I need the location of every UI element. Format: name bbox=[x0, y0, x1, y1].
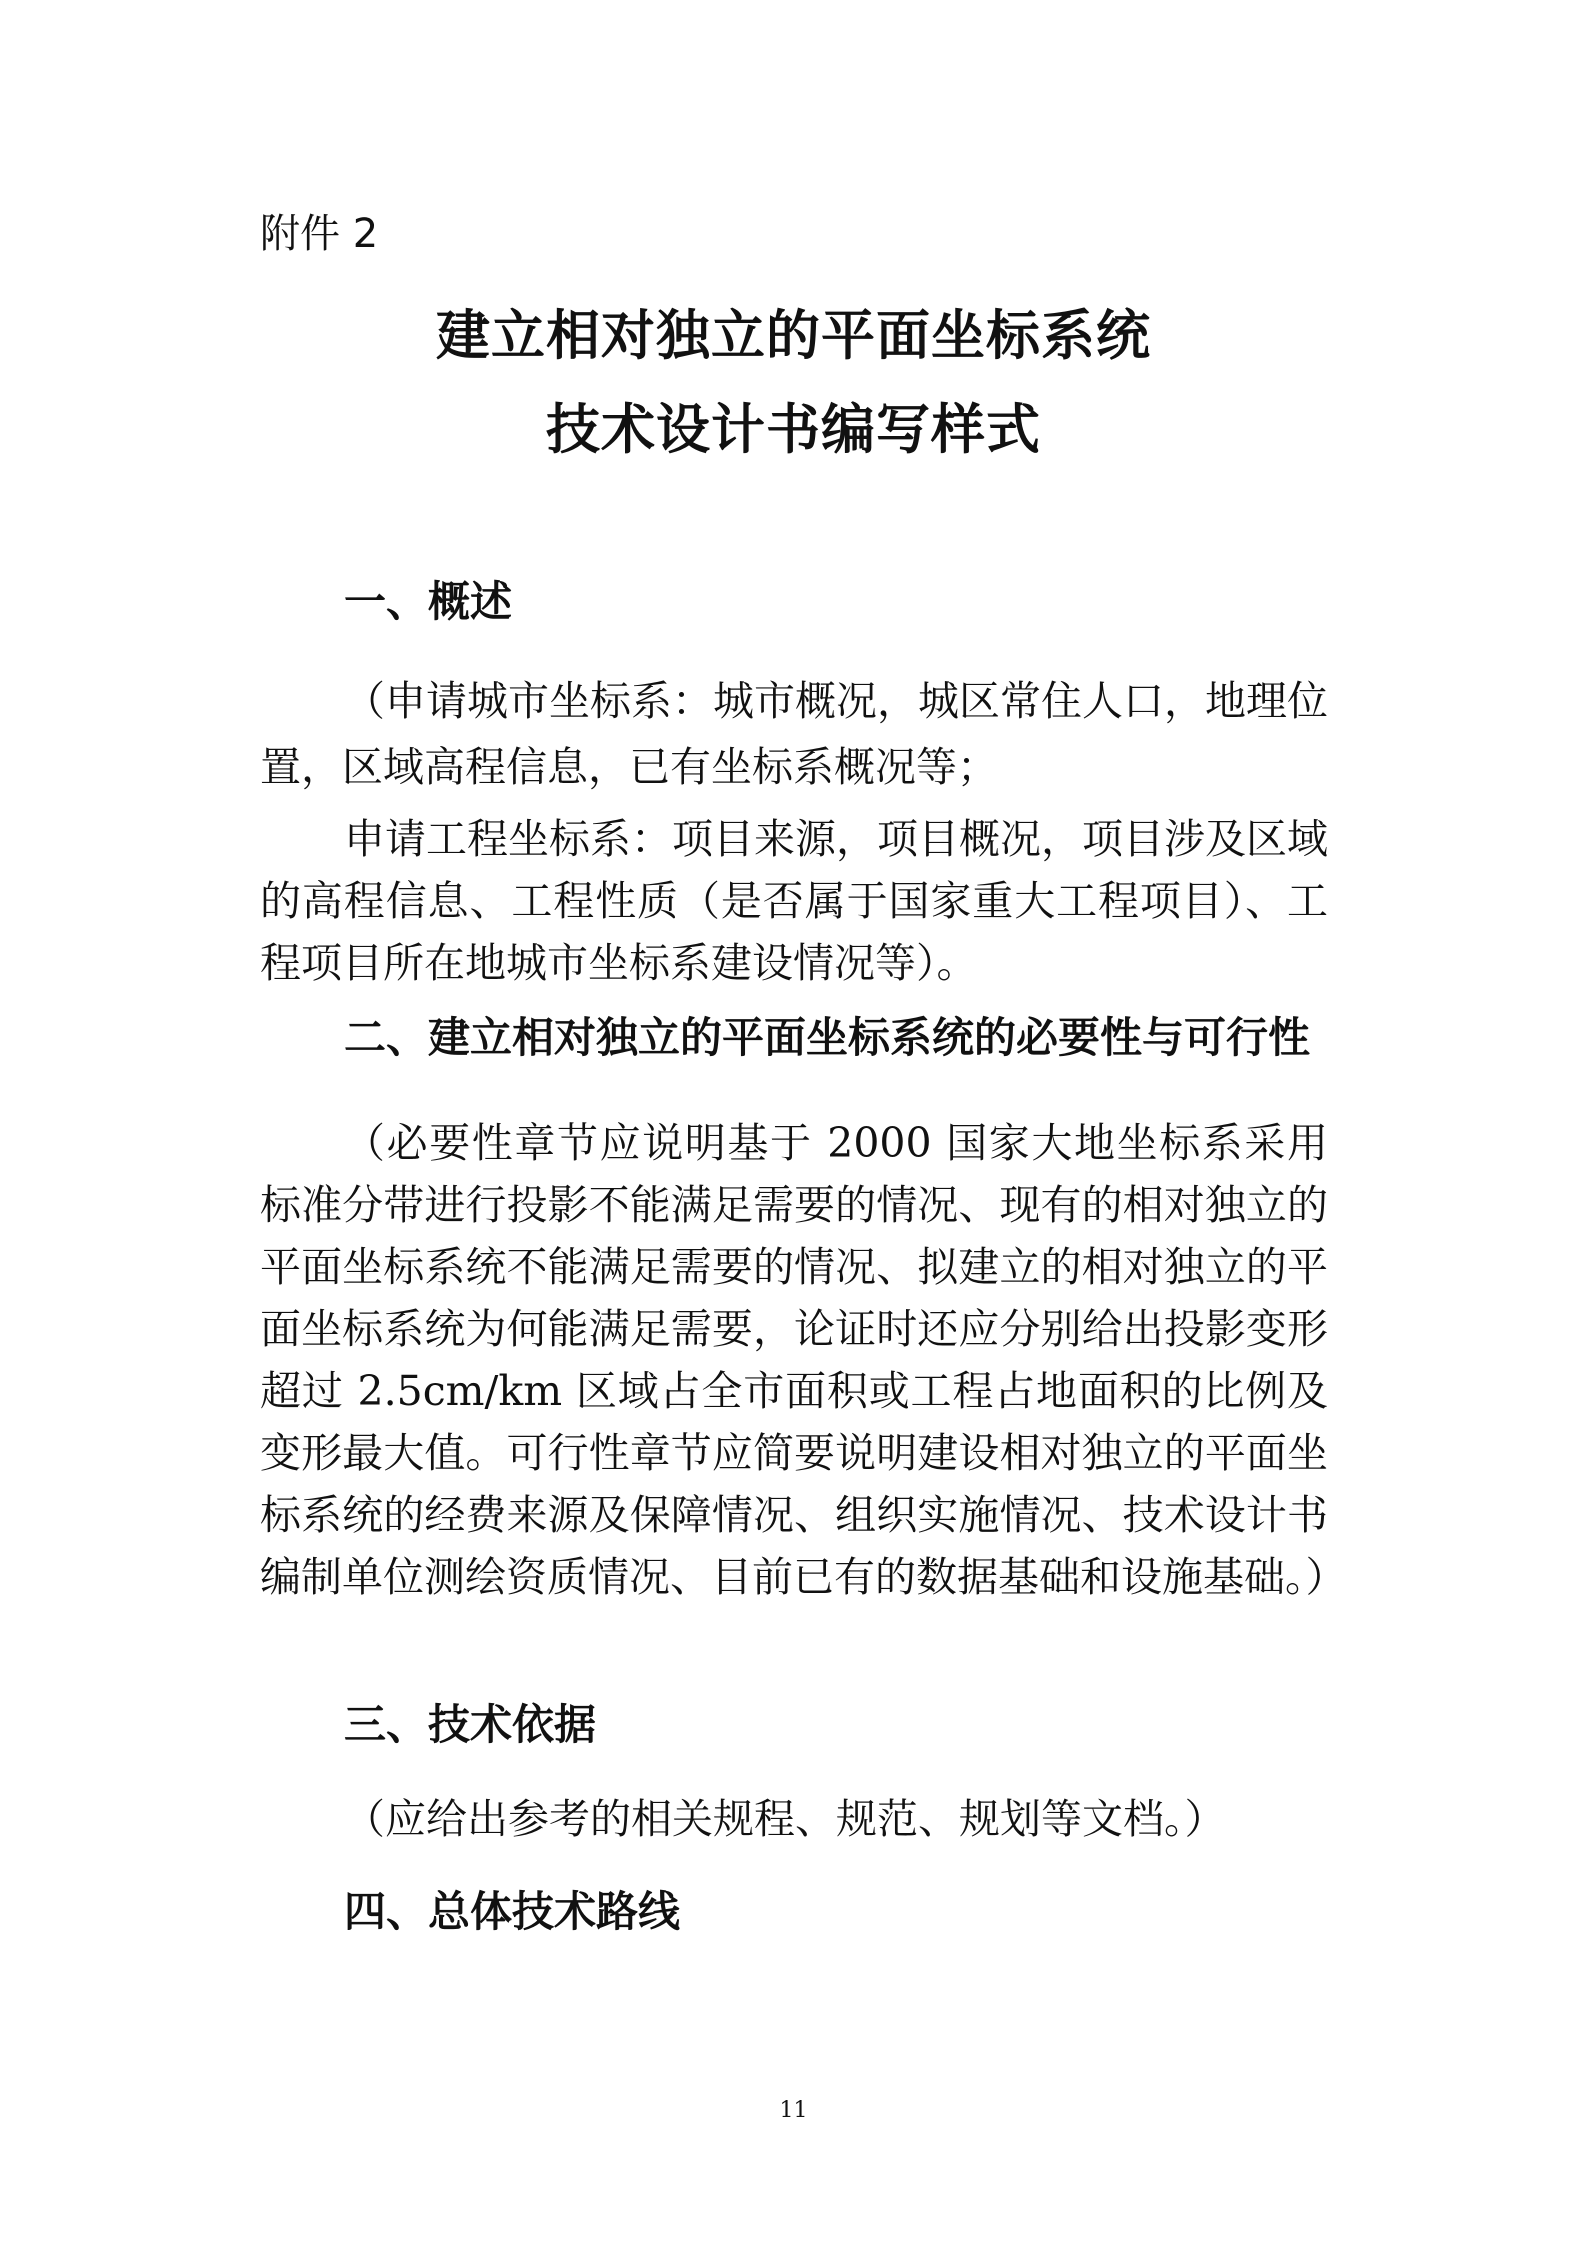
page-number: 11 bbox=[779, 2098, 808, 2123]
paragraph-city-coordinate: （申请城市坐标系：城市概况，城区常住人口，地理位置，区域高程信息，已有坐标系概况等； bbox=[260, 677, 1328, 791]
document-title-line-1: 建立相对独立的平面坐标系统 bbox=[436, 304, 1151, 367]
document-title-line-2: 技术设计书编写样式 bbox=[546, 398, 1041, 461]
section-heading-necessity: 二、建立相对独立的平面坐标系统的必要性与可行性 bbox=[344, 1013, 1311, 1062]
section-heading-technical-route: 四、总体技术路线 bbox=[344, 1887, 681, 1936]
paragraph-engineering-coordinate: 申请工程坐标系：项目来源，项目概况，项目涉及区域的高程信息、工程性质（是否属于国家重大工程项目）、工程项目所在地城市坐标系建设情况等）。 bbox=[260, 815, 1328, 987]
paragraph-necessity-feasibility: （必要性章节应说明基于 2000 国家大地坐标系采用标准分带进行投影不能满足需要的情况、现有的相对独立的平面坐标系统不能满足需要的情况、拟建立的相对独立的平面坐标系统为何能满足需要，论证时还应分别给出投影变形超过 2.5cm/km 区域占全市面积或工程占地面积的比例及变形最大值。可行性章节应简要说明建设相对独立的平面坐标系统的经费来源及保障情况、组织实施情况、技术设计书编制单位测绘资质情况、目前已有的数据基础和设施基础。） bbox=[260, 1119, 1347, 1601]
section-heading-technical-basis: 三、技术依据 bbox=[344, 1700, 597, 1749]
section-heading-overview: 一、概述 bbox=[344, 577, 513, 626]
paragraph-technical-basis: （应给出参考的相关规程、规范、规划等文档。） bbox=[344, 1795, 1226, 1843]
attachment-label: 附件 2 bbox=[260, 211, 379, 257]
